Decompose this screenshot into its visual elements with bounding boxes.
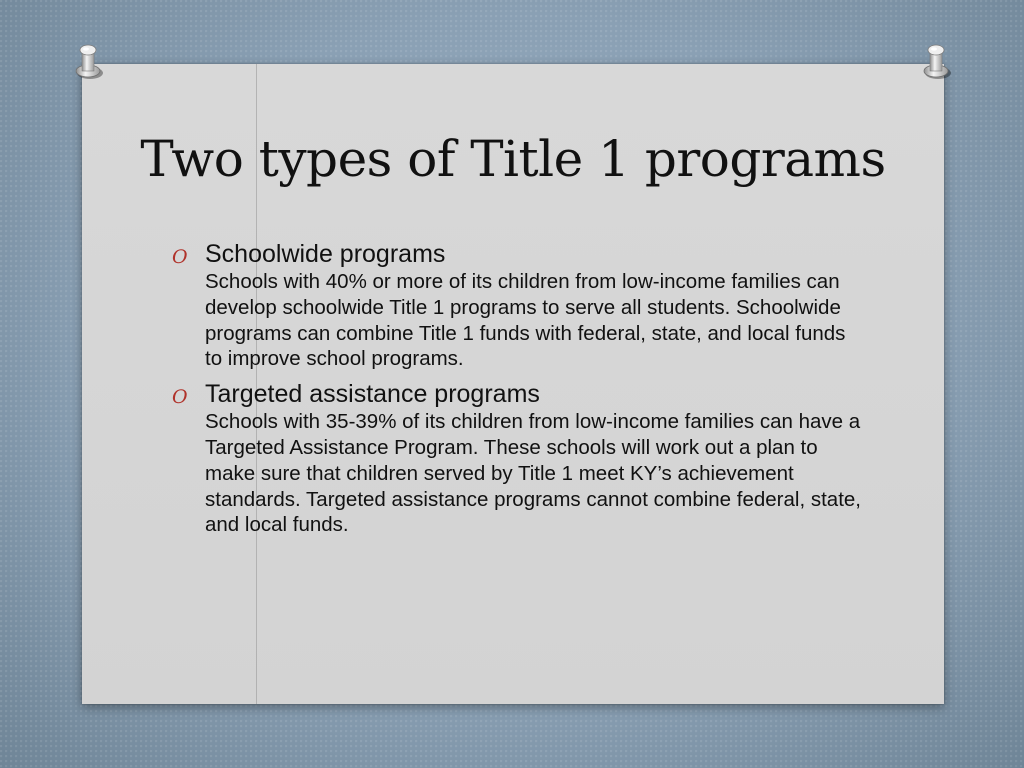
bullet-marker: O — [172, 386, 188, 409]
bullet-item-targeted — [172, 380, 862, 538]
bullet-marker: O — [172, 246, 188, 268]
bullet-list — [172, 240, 862, 546]
bullet-body: Schools with 35-39% of its children from low-income families can have a Targeted Assistance Program. These schools will work out a plan to make sure that children served by Title 1 meet KY’s achievement standards. Targeted assistance programs cannot combine federal, state, and local funds. — [205, 410, 861, 537]
bullet-body: Schools with 40% or more of its children from low-income families can develop schoolwide Title 1 programs to serve all students. Schoolwide programs can combine Title 1 funds with federal, state, and local funds to improve school programs. — [205, 270, 846, 371]
slide-title: Two types of Title 1 programs — [140, 130, 886, 188]
bullet-item-schoolwide — [172, 240, 862, 372]
bullet-heading: Targeted assistance programs — [205, 380, 540, 409]
bullet-heading: Schoolwide programs — [205, 240, 446, 268]
push-pin-icon — [70, 40, 106, 82]
push-pin-icon — [918, 40, 954, 82]
